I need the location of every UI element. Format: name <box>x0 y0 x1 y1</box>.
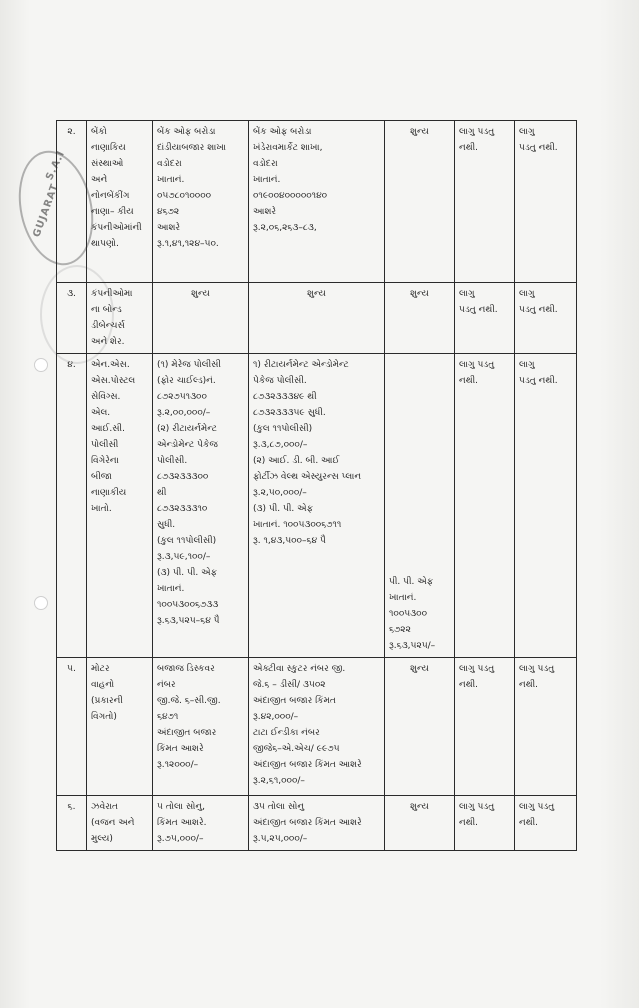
asset-detail-col7: લાગુ પડતુ નથી. <box>515 121 577 283</box>
table-row <box>57 283 577 354</box>
asset-detail-dependent: પી. પી. એફ ખાતાનં. ૧૦૦૫૩૦૦ ૬૭૨૨ રૂ.૬૩,૫૨૫/– <box>385 354 455 658</box>
row-number: ૬. <box>57 796 87 851</box>
asset-type: બેંકો નાણાકિય સંસ્થાઓ અને નોનબેંકીંગ નાણા– કીય કંપનીઓમાંની થાપણો. <box>87 121 153 283</box>
asset-type: કંપનીઓમા ના બોન્ડ ડીબેન્ચર્સ અને શેર. <box>87 283 153 354</box>
asset-detail-dependent: શુન્ય <box>385 283 455 354</box>
asset-detail-self: (૧) મેરેજ પોલીસી (ફોર ચાઈલ્ડ)નં. ૮૭૨૭૫૧૩૦૦ રૂ.૨,૦૦,૦૦૦/– (૨) રીટાયર્નમેન્ટ એન્ડોમેન્ટ પેકેજ પોલીસી. ૮૭૩૨૩૩૩૦૦ થી ૮૭૩૨૩૩૩૧૦ સુધી. (કુલ ૧૧પોલીસી) રૂ.૩,૫૯,૧૦૦/– (૩) પી. પી. એફ ખાતાનં. ૧૦૦૫૩૦૦૬૭૩૩ રૂ.૬૩,૫૨૫–૬૪ પૈ <box>153 354 249 658</box>
punch-hole-bottom <box>34 596 48 610</box>
asset-detail-self: શુન્ય <box>153 283 249 354</box>
asset-detail-col6: લાગુ પડતુ નથી. <box>455 283 515 354</box>
punch-hole-top <box>34 358 48 372</box>
seal-text-side: GUJARAT <box>31 182 61 239</box>
asset-detail-spouse: શુન્ય <box>249 283 385 354</box>
table-row <box>57 658 577 796</box>
seal-text-top: S.A.I <box>44 148 68 183</box>
asset-detail-self: બજાજ ડિસ્કવર નંબર જી.જે. ૬–સી.જી. ૬૪૭૧ અંદાજીત બજાર કિંમત આશરે રૂ.૧૨૦૦૦/– <box>153 658 249 796</box>
table-row <box>57 354 577 658</box>
asset-detail-spouse: ૧) રીટાયર્નમેન્ટ એન્ડોમેન્ટ પેકેજ પોલીસી. ૮૭૩૨૩૩૩૪૯ થી ૮૭૩૨૩૩૩૫૯ સુધી. (કુલ ૧૧પોલીસી) રૂ.૩,૮૭,૦૦૦/– (૨) આઈ. ડી. બી. આઈ ફોર્ટીઝ વેલ્થ એસ્યુરન્સ પ્લાન રૂ.૨,૫૦,૦૦૦/– (૩) પી. પી. એફ ખાતાનં. ૧૦૦૫૩૦૦૬૭૧૧ રૂ. ૧,૪૩,૫૦૦–૬૪ પૈ <box>249 354 385 658</box>
asset-detail-spouse: એક્ટીવા સ્કુટર નંબર જી. જે.૬ – ડીસી/ ૩૫૦૨ અંદાજીત બજાર કિંમત રૂ.૪૨,૦૦૦/– ટાટા ઈન્ડીકા નંબર જીજે૬–એ.એચ/ ૯૯૭૫ અંદાજીત બજાર કિંમત આશરે રૂ.૨,૬૧,૦૦૦/– <box>249 658 385 796</box>
table-row <box>57 796 577 851</box>
asset-detail-self: બેંક ઓફ બરોડા દાંડીયાબજાર શાખા વડોદરા ખાતાનં. ૦૫૭૮૦૧૦૦૦૦ ૪૬૭૨ આશરે રૂ.૧,૪૧,૧૨૪–૫૦. <box>153 121 249 283</box>
row-number: ૫. <box>57 658 87 796</box>
asset-type: મોટર વાહનો (પ્રકારની વિગતો) <box>87 658 153 796</box>
asset-detail-spouse: ૩૫ તોલા સોનુ અંદાજીત બજાર કિંમત આશરે રૂ.૫,૨૫,૦૦૦/– <box>249 796 385 851</box>
asset-detail-col6: લાગુ પડતુ નથી. <box>455 354 515 658</box>
asset-detail-col7: લાગુ પડતુ નથી. <box>515 354 577 658</box>
asset-detail-dependent: શુન્ય <box>385 796 455 851</box>
asset-detail-spouse: બેંક ઓફ બરોડા ખંડેરાવમાર્કેટ શાખા, વડોદરા ખાતાનં. ૦૧૯૦૦૪૦૦૦૦૦૧૪૦ આશરે રૂ.૨,૦૬,૨૬૩–૮૩, <box>249 121 385 283</box>
asset-detail-dependent: શુન્ય <box>385 121 455 283</box>
row-number: ૩. <box>57 283 87 354</box>
asset-detail-col7: લાગુ પડતુ નથી. <box>515 283 577 354</box>
table-row <box>57 121 577 283</box>
asset-detail-dependent: શુન્ય <box>385 658 455 796</box>
row-number: ૪. <box>57 354 87 658</box>
asset-detail-col6: લાગુ પડતુ નથી. <box>455 658 515 796</box>
row-number: ૨. <box>57 121 87 283</box>
asset-type: ઝવેરાત (વજન અને મુલ્ય) <box>87 796 153 851</box>
asset-detail-col7: લાગુ પડતુ નથી. <box>515 658 577 796</box>
asset-declaration-table <box>56 120 577 851</box>
asset-detail-col7: લાગુ પડતુ નથી. <box>515 796 577 851</box>
asset-detail-col6: લાગુ પડતુ નથી. <box>455 121 515 283</box>
asset-detail-col6: લાગુ પડતુ નથી. <box>455 796 515 851</box>
asset-detail-self: ૫ તોલા સોનુ, કિંમત આશરે. રૂ.૭૫,૦૦૦/– <box>153 796 249 851</box>
asset-type: એન.એસ. એસ.પોસ્ટલ સેવિંગ્સ. એલ. આઈ.સી. પોલીસી વિગેરેના બીજા નાણાકીય ખાતો. <box>87 354 153 658</box>
